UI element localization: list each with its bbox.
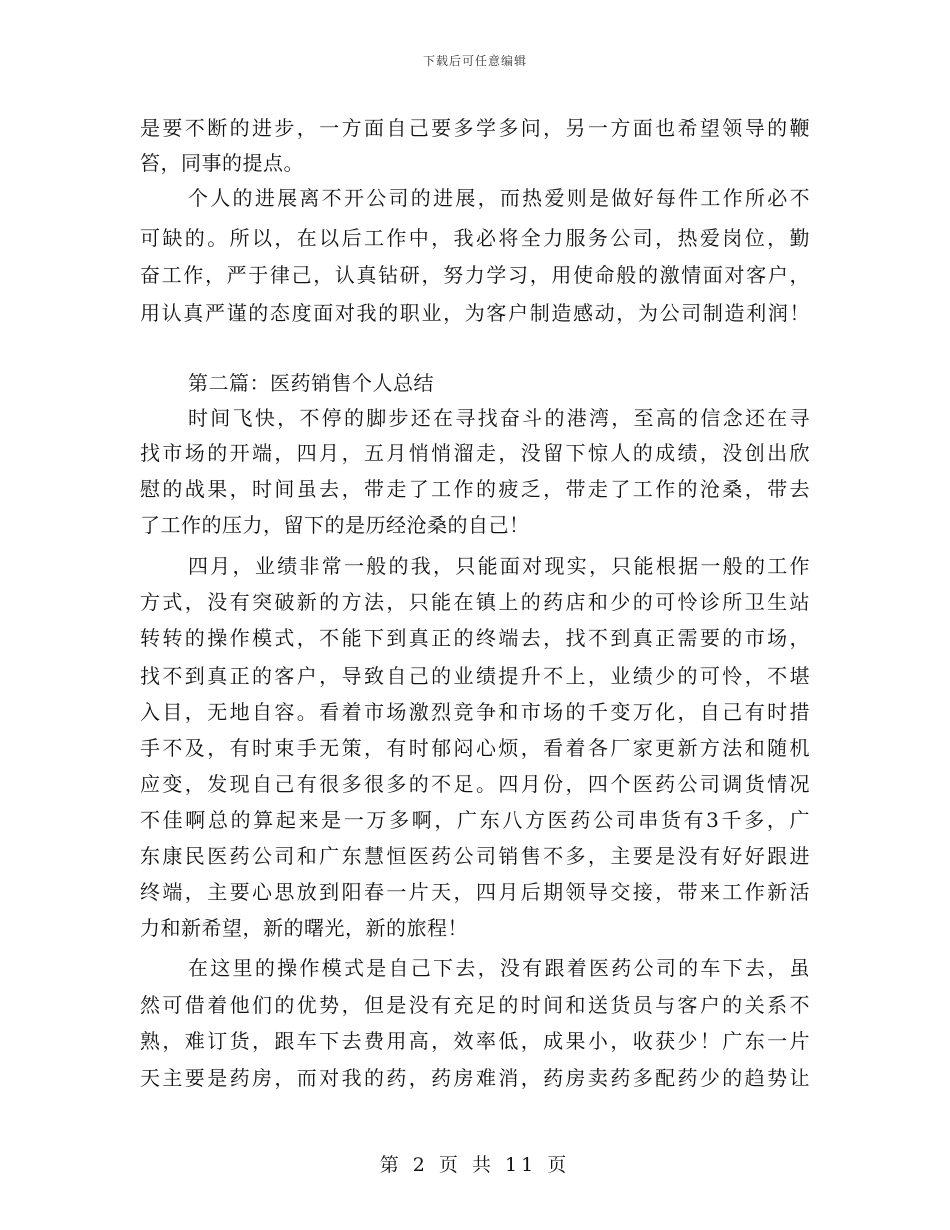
paragraph-line: 慰的战果，时间虽去，带走了工作的疲乏，带走了工作的沧桑，带去 bbox=[140, 477, 810, 501]
paragraph-line: 熟，难订货，跟车下去费用高，效率低，成果小，收获少！广东一片 bbox=[140, 1029, 810, 1053]
paragraph-line: 可缺的。所以，在以后工作中，我必将全力服务公司，热爱岗位，勤 bbox=[140, 226, 810, 250]
paragraph-line: 方式，没有突破新的方法，只能在镇上的药店和少的可怜诊所卫生站 bbox=[140, 590, 810, 614]
paragraph-line: 找不到真正的客户，导致自己的业绩提升不上，业绩少的可怜，不堪 bbox=[140, 664, 810, 688]
paragraph-line: 手不及，有时束手无策，有时郁闷心烦，看着各厂家更新方法和随机 bbox=[140, 736, 810, 760]
paragraph-line: 找市场的开端，四月，五月悄悄溜走，没留下惊人的成绩，没创出欣 bbox=[140, 441, 810, 465]
paragraph-line: 入目，无地自容。看着市场激烈竞争和市场的千变万化，自己有时措 bbox=[140, 700, 810, 724]
paragraph-line: 然可借着他们的优势，但是没有充足的时间和送货员与客户的关系不 bbox=[140, 993, 810, 1017]
paragraph-line: 笞，同事的提点。 bbox=[140, 151, 304, 175]
paragraph-line: 个人的进展离不开公司的进展，而热爱则是做好每件工作所必不 bbox=[188, 186, 810, 210]
page-header-note: 下载后可任意编辑 bbox=[422, 54, 527, 68]
paragraph-line: 时间飞快，不停的脚步还在寻找奋斗的港湾，至高的信念还在寻 bbox=[188, 406, 810, 430]
paragraph-line: 在这里的操作模式是自己下去，没有跟着医药公司的车下去，虽 bbox=[188, 956, 810, 980]
paragraph-line: 奋工作，严于律己，认真钻研，努力学习，用使命般的激情面对客户， bbox=[140, 263, 810, 287]
paragraph-line: 是要不断的进步，一方面自己要多学多问，另一方面也希望领导的鞭 bbox=[140, 116, 810, 140]
paragraph-line: 用认真严谨的态度面对我的职业，为客户制造感动，为公司制造利润！ bbox=[140, 301, 810, 325]
paragraph-line: 力和新希望，新的曙光，新的旅程！ bbox=[140, 916, 468, 940]
paragraph-line: 转转的操作模式，不能下到真正的终端去，找不到真正需要的市场， bbox=[140, 626, 810, 650]
paragraph-line: 四月，业绩非常一般的我，只能面对现实，只能根据一般的工作 bbox=[188, 554, 810, 578]
section-heading: 第二篇：医药销售个人总结 bbox=[188, 371, 434, 395]
paragraph-line: 天主要是药房，而对我的药，药房难消，药房卖药多配药少的趋势让 bbox=[140, 1066, 810, 1090]
page-number: 第 2 页 共 11 页 bbox=[379, 1154, 571, 1176]
paragraph-line: 东康民医药公司和广东慧恒医药公司销售不多，主要是没有好好跟进 bbox=[140, 844, 810, 868]
paragraph-line: 应变，发现自己有很多很多的不足。四月份，四个医药公司调货情况 bbox=[140, 772, 810, 796]
paragraph-line: 不佳啊总的算起来是一万多啊，广东八方医药公司串货有3千多，广 bbox=[140, 808, 810, 832]
paragraph-line: 了工作的压力，留下的是历经沧桑的自己！ bbox=[140, 513, 530, 537]
paragraph-line: 终端，主要心思放到阳春一片天，四月后期领导交接，带来工作新活 bbox=[140, 880, 810, 904]
